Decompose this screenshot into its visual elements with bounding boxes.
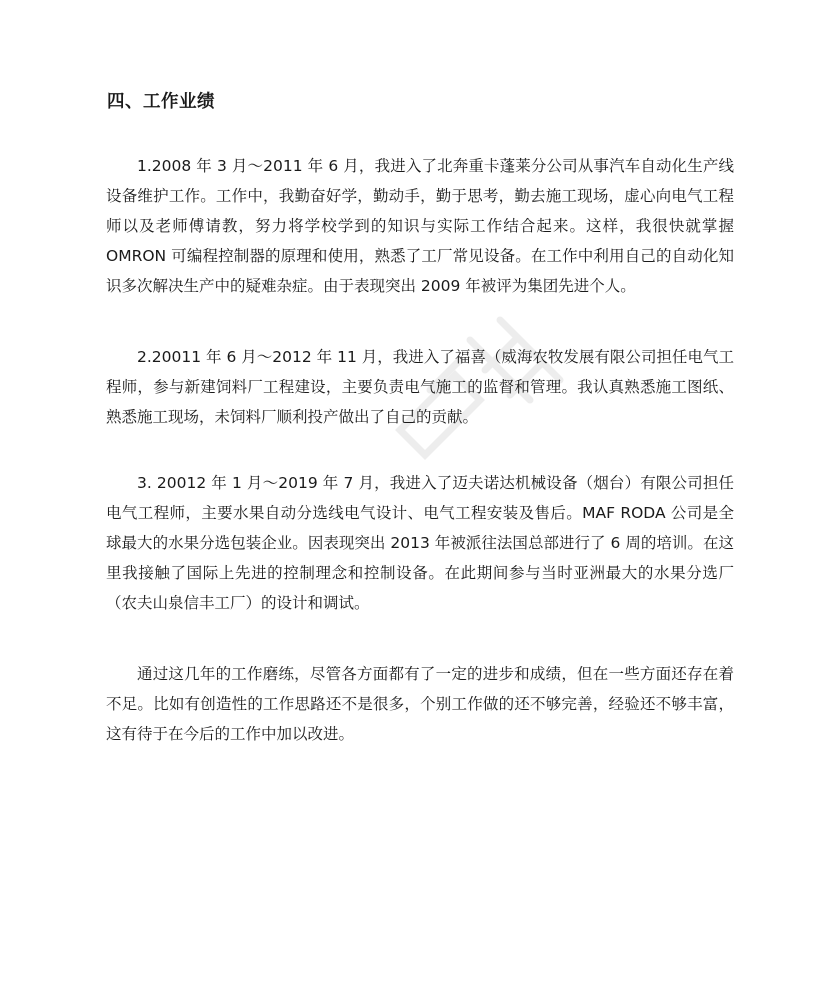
paragraph-work-experience-3: 3. 20012 年 1 月～2019 年 7 月，我进入了迈夫诺达机械设备（烟台）有限公司担任电气工程师，主要水果自动分选线电气设计、电气工程安装及售后。MAF RODA 公司是全球最大的水果分选包装企业。因表现突出 2013 年被派往法国总部进行了 6 周的培训。在这里我接触了国际上先进的控制理念和控制设备。在此期间参与当时亚洲最大的水果分选厂（农夫山泉信丰工厂）的设计和调试。 <box>106 474 734 612</box>
paragraph-self-assessment: 通过这几年的工作磨练，尽管各方面都有了一定的进步和成绩，但在一些方面还存在着不足。比如有创造性的工作思路还不是很多，个别工作做的还不够完善，经验还不够丰富，这有待于在今后的工作中加以改进。 <box>106 665 734 743</box>
paragraph-work-experience-2: 2.20011 年 6 月～2012 年 11 月，我进入了福喜（威海农牧发展有限公司担任电气工程师，参与新建饲料厂工程建设，主要负责电气施工的监督和管理。我认真熟悉施工图纸、熟悉施工现场，未饲料厂顺利投产做出了自己的贡献。 <box>106 348 734 426</box>
section-heading: 四、工作业绩 <box>107 92 215 112</box>
paragraph-work-experience-1: 1.2008 年 3 月～2011 年 6 月，我进入了北奔重卡蓬莱分公司从事汽车自动化生产线设备维护工作。工作中，我勤奋好学，勤动手，勤于思考，勤去施工现场，虚心向电气工程师以及老师傅请教，努力将学校学到的知识与实际工作结合起来。这样，我很快就掌握 OMRON 可编程控制器的原理和使用，熟悉了工厂常见设备。在工作中利用自己的自动化知识多次解决生产中的疑难杂症。由于表现突出 2009 年被评为集团先进个人。 <box>106 157 734 295</box>
